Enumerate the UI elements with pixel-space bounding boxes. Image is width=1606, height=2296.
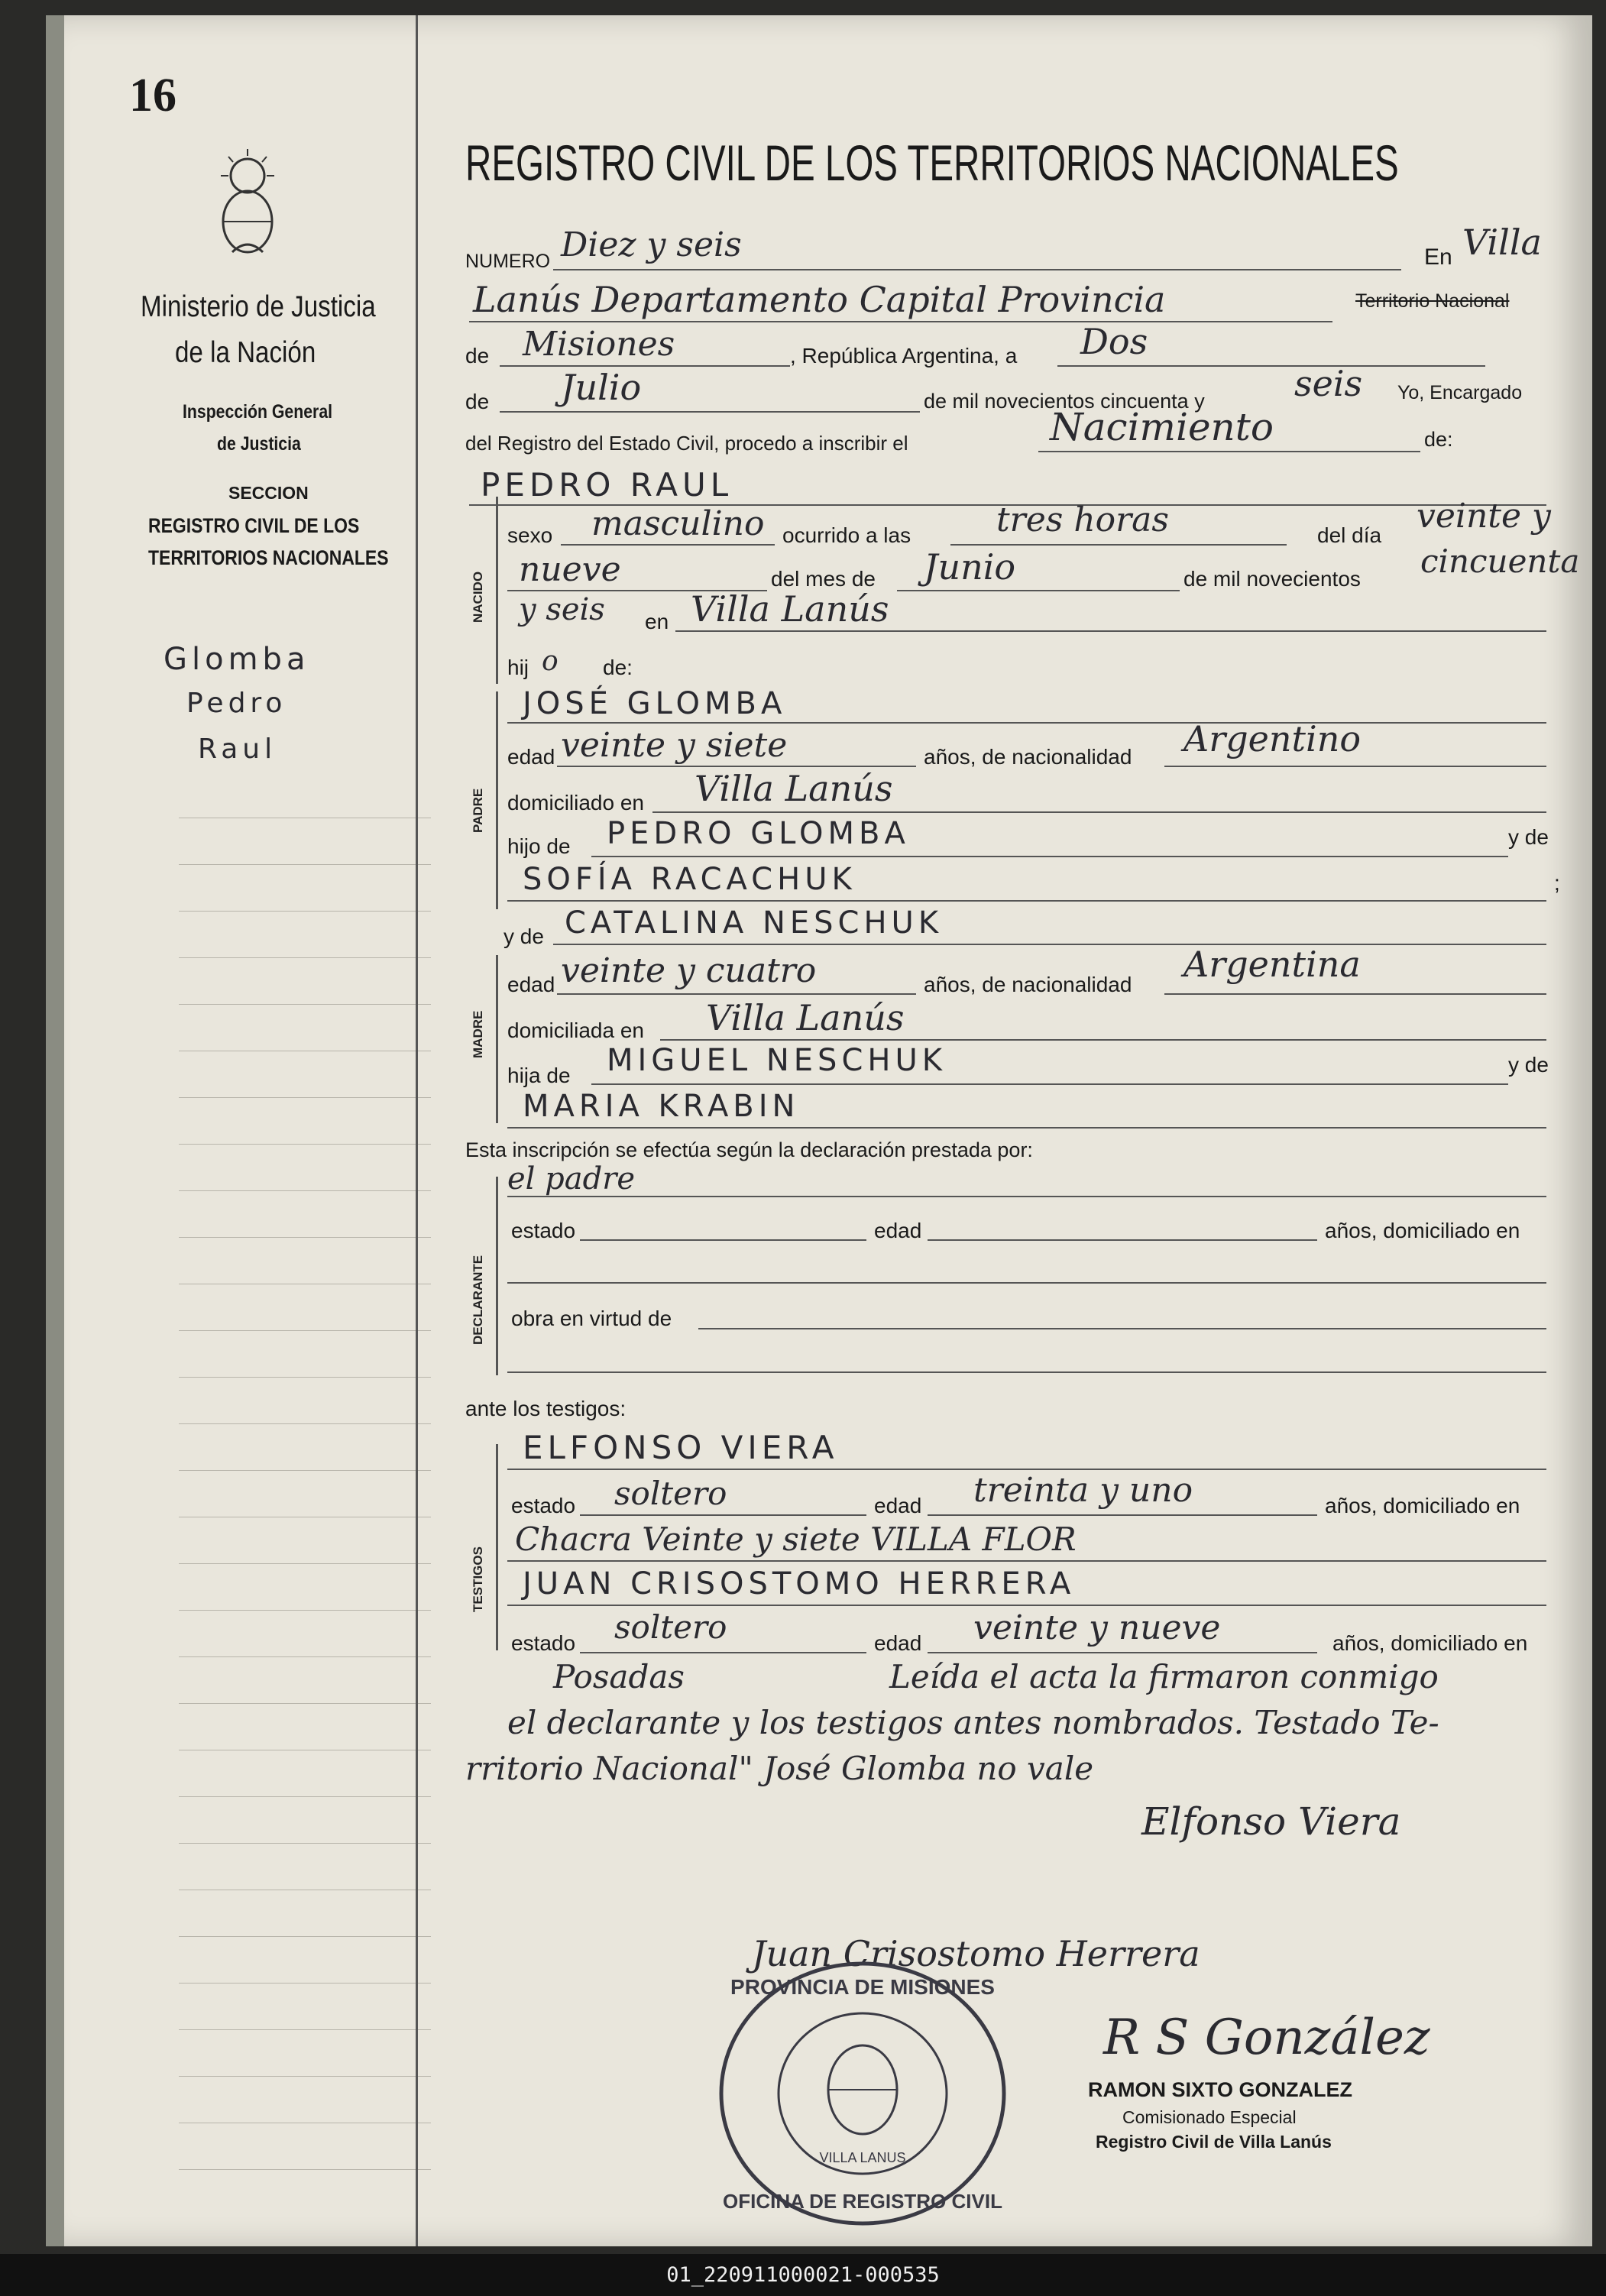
stamp-inner-text: VILLA LANUS xyxy=(819,2150,906,2165)
testigo1-estado: soltero xyxy=(614,1475,727,1512)
stamp-top-text: PROVINCIA DE MISIONES xyxy=(730,1975,995,1999)
padre-edad-line xyxy=(557,766,916,767)
declarante-label: DECLARANTE xyxy=(471,1255,485,1345)
declarante-extra-line xyxy=(507,1371,1546,1373)
republica-label: , República Argentina, a xyxy=(790,344,1018,368)
en-label: En xyxy=(1424,244,1452,270)
stamp-bottom-text: OFICINA DE REGISTRO CIVIL xyxy=(723,2190,1002,2213)
padre-edad-label: edad xyxy=(507,745,555,769)
margin-ruled-line xyxy=(179,1843,431,1844)
register-page xyxy=(46,15,1592,2246)
del-registro-label: del Registro del Estado Civil, procedo a inscribir el xyxy=(465,432,908,455)
anio-value: cincuenta xyxy=(1420,542,1580,580)
margin-ruled-line xyxy=(179,1703,431,1704)
testigos-intro: ante los testigos: xyxy=(465,1397,627,1420)
madre-y-de-label: y de xyxy=(503,925,544,948)
declarante-obra-line xyxy=(698,1328,1546,1329)
inspection-line2: de Justicia xyxy=(217,433,301,455)
hijo-suffix: o xyxy=(542,646,559,677)
section-line1: SECCION xyxy=(228,483,309,503)
margin-ruled-line xyxy=(179,1097,431,1098)
padre-bracket xyxy=(496,691,498,909)
testigo2-estado: soltero xyxy=(614,1608,727,1646)
testigo1-estado-line xyxy=(580,1514,866,1516)
declarante-line xyxy=(507,1196,1546,1197)
declarante-estado-line xyxy=(580,1239,866,1241)
madre-nacionalidad-line xyxy=(1164,993,1546,995)
margin-ruled-line xyxy=(179,1377,431,1378)
declarante-value: el padre xyxy=(507,1161,636,1197)
official-signature: R S González xyxy=(1103,2009,1430,2066)
margin-ruled-line xyxy=(179,1237,431,1238)
madre-padre-name: MIGUEL NESCHUK xyxy=(607,1043,947,1078)
madre-edad-value: veinte y cuatro xyxy=(561,951,817,990)
declarante-intro: Esta inscripción se efectúa según la declaración prestada por: xyxy=(465,1138,1033,1161)
testigos-bracket xyxy=(496,1444,498,1650)
padre-domicilio-line xyxy=(652,811,1546,813)
margin-ruled-line xyxy=(179,864,431,865)
de2-label: de xyxy=(465,390,490,413)
testigo1-estado-label: estado xyxy=(511,1494,576,1517)
hora-value: tres horas xyxy=(996,500,1169,539)
testigo2-edad-label: edad xyxy=(874,1631,922,1655)
margin-ruled-line xyxy=(179,957,431,958)
numero-label: NUMERO xyxy=(465,251,551,272)
testigo1-edad: treinta y uno xyxy=(973,1471,1193,1510)
dia-value: veinte y xyxy=(1417,497,1551,536)
de3-label: de: xyxy=(1424,428,1453,451)
margin-ruled-line xyxy=(179,1190,431,1191)
madre-bracket xyxy=(496,955,498,1123)
testigos-label: TESTIGOS xyxy=(471,1546,485,1612)
testigo1-anios-label: años, domiciliado en xyxy=(1325,1494,1520,1517)
ministry-line1: Ministerio de Justicia xyxy=(141,290,376,323)
sexo-value: masculino xyxy=(591,504,765,543)
margin-ruled-line xyxy=(179,1330,431,1331)
margin-note-name2: Raul xyxy=(198,733,277,765)
sexo-label: sexo xyxy=(507,523,553,547)
padre-anios-label: años, de nacionalidad xyxy=(924,745,1132,769)
inspection-line1: Inspección General xyxy=(183,401,333,423)
padre-madre-line xyxy=(507,900,1546,902)
section-line3: TERRITORIOS NACIONALES xyxy=(148,546,389,569)
testigo1-domicilio-line xyxy=(507,1560,1546,1562)
hora-line xyxy=(950,544,1287,546)
margin-ruled-line xyxy=(179,911,431,912)
numero-value: Diez y seis xyxy=(561,225,742,264)
nacido-label: NACIDO xyxy=(471,571,485,623)
padre-name-line xyxy=(507,722,1546,724)
de-label: de xyxy=(465,344,490,368)
madre-hija-de-label: hija de xyxy=(507,1064,571,1087)
provincia-value: Misiones xyxy=(523,325,675,364)
madre-domicilio-value: Villa Lanús xyxy=(706,997,905,1038)
margin-ruled-line xyxy=(179,1656,431,1657)
en-value: Villa xyxy=(1462,222,1542,263)
declarante-bracket xyxy=(496,1177,498,1375)
madre-domicilio-line xyxy=(660,1039,1546,1041)
place-line xyxy=(469,321,1332,322)
official-name: RAMON SIXTO GONZALEZ xyxy=(1088,2078,1353,2101)
padre-label: PADRE xyxy=(471,788,485,833)
official-office: Registro Civil de Villa Lanús xyxy=(1096,2132,1332,2152)
image-id-footer: 01_220911000021-000535 xyxy=(0,2254,1606,2296)
mes-value: Junio xyxy=(924,546,1016,588)
lugar-value: Villa Lanús xyxy=(691,588,889,630)
column-divider xyxy=(416,15,418,2246)
margin-ruled-line xyxy=(179,1423,431,1424)
child-name: PEDRO RAUL xyxy=(481,466,733,504)
margin-ruled-line xyxy=(179,1144,431,1145)
margin-ruled-line xyxy=(179,1610,431,1611)
closing-line3: rritorio Nacional" José Glomba no vale xyxy=(465,1750,1094,1787)
margin-ruled-line xyxy=(179,2169,431,2170)
dia-value2: nueve xyxy=(519,550,621,589)
margin-ruled-line xyxy=(179,1563,431,1564)
testigo2-name: JUAN CRISOSTOMO HERRERA xyxy=(523,1566,1076,1601)
madre-anios-label: años, de nacionalidad xyxy=(924,973,1132,996)
official-stamp xyxy=(710,1956,1015,2231)
margin-ruled-line xyxy=(179,2029,431,2030)
testigo1-name-line xyxy=(507,1469,1546,1470)
declarante-edad-label: edad xyxy=(874,1219,922,1242)
del-dia-label: del día xyxy=(1317,523,1382,547)
madre-edad-label: edad xyxy=(507,973,555,996)
testigo1-domicilio: Chacra Veinte y siete VILLA FLOR xyxy=(515,1520,1077,1558)
del-mes-label: del mes de xyxy=(771,567,876,591)
margin-note-name1: Pedro xyxy=(186,688,287,719)
padre-edad-value: veinte y siete xyxy=(561,726,788,765)
mes-line xyxy=(897,590,1180,591)
declarante-edad-line xyxy=(928,1239,1317,1241)
madre-madre-line xyxy=(507,1127,1546,1129)
testigo2-edad-line xyxy=(928,1652,1317,1653)
padre-padre-name: PEDRO GLOMBA xyxy=(607,816,910,851)
madre-padre-line xyxy=(591,1083,1508,1085)
margin-ruled-line xyxy=(179,1796,431,1797)
witness2-signature: Juan Crisostomo Herrera xyxy=(752,1933,1200,1974)
acto-value: Nacimiento xyxy=(1050,405,1274,449)
madre-domicilio-label: domiciliada en xyxy=(507,1018,644,1042)
madre-name-line xyxy=(553,944,1546,945)
sexo-line xyxy=(561,544,775,546)
madre-label: MADRE xyxy=(471,1010,485,1058)
padre-nacionalidad-line xyxy=(1164,766,1546,767)
page-number: 16 xyxy=(129,70,176,121)
mil2-label: de mil novecientos xyxy=(1183,567,1361,591)
witness1-signature: Elfonso Viera xyxy=(1141,1799,1401,1844)
official-title: Comisionado Especial xyxy=(1122,2107,1297,2127)
provincia-line xyxy=(500,365,790,367)
hijo-label: hij xyxy=(507,656,529,679)
coat-of-arms-icon xyxy=(213,145,282,260)
month-value: Julio xyxy=(561,367,642,408)
madre-edad-line xyxy=(557,993,916,995)
margin-ruled-line xyxy=(179,1004,431,1005)
declarante-estado-label: estado xyxy=(511,1219,576,1242)
acto-line xyxy=(1038,451,1420,452)
padre-domicilio-value: Villa Lanús xyxy=(695,768,893,809)
lugar-line xyxy=(675,630,1546,632)
madre-name: CATALINA NESCHUK xyxy=(565,905,944,941)
en2-label: en xyxy=(645,610,669,633)
anio-value2: y seis xyxy=(519,592,605,627)
testigo1-name: ELFONSO VIERA xyxy=(523,1429,839,1466)
testigo1-edad-label: edad xyxy=(874,1494,922,1517)
declarante-obra-label: obra en virtud de xyxy=(511,1307,672,1330)
territorio-label: Territorio Nacional xyxy=(1355,290,1510,312)
ocurrido-label: ocurrido a las xyxy=(782,523,911,547)
padre-semicolon: ; xyxy=(1554,871,1560,895)
closing-line1: Leída el acta la firmaron conmigo xyxy=(889,1658,1439,1695)
mil-label: de mil novecientos cincuenta y xyxy=(924,390,1205,413)
madre-y-de2-label: y de xyxy=(1508,1053,1549,1077)
testigo1-edad-line xyxy=(928,1514,1317,1516)
testigo2-edad: veinte y nueve xyxy=(973,1608,1221,1647)
margin-ruled-line xyxy=(179,2076,431,2077)
section-line2: REGISTRO CIVIL DE LOS xyxy=(148,514,360,537)
margin-note-surname: Glomba xyxy=(164,642,310,677)
madre-nacionalidad-value: Argentina xyxy=(1183,944,1361,985)
testigo2-name-line xyxy=(507,1605,1546,1606)
month-line xyxy=(500,411,920,413)
day-line xyxy=(1057,365,1485,367)
yo-label: Yo, Encargado xyxy=(1397,382,1523,403)
padre-padre-line xyxy=(591,856,1508,857)
year-value: seis xyxy=(1294,363,1363,404)
hijo-de-label: de: xyxy=(603,656,633,679)
padre-name: JOSÉ GLOMBA xyxy=(523,686,787,721)
place-line-value: Lanús Departamento Capital Provincia xyxy=(473,279,1166,320)
padre-nacionalidad-value: Argentino xyxy=(1183,718,1362,759)
declarante-anios-label: años, domiciliado en xyxy=(1325,1219,1520,1242)
document-title: REGISTRO CIVIL DE LOS TERRITORIOS NACIONALES xyxy=(465,134,1399,191)
testigo2-anios-label: años, domiciliado en xyxy=(1332,1631,1528,1655)
ministry-line2: de la Nación xyxy=(175,336,316,369)
testigo2-estado-line xyxy=(580,1652,866,1653)
nacido-bracket xyxy=(496,497,498,684)
closing-line2: el declarante y los testigos antes nombrados. Testado Te- xyxy=(507,1704,1439,1741)
padre-domicilio-label: domiciliado en xyxy=(507,791,644,814)
margin-ruled-line xyxy=(179,1470,431,1471)
margin-ruled-line xyxy=(179,1936,431,1937)
madre-madre-name: MARIA KRABIN xyxy=(523,1089,800,1124)
day-value: Dos xyxy=(1080,321,1148,362)
padre-hijo-de-label: hijo de xyxy=(507,834,571,858)
numero-line xyxy=(553,269,1401,270)
declarante-domicilio-line xyxy=(507,1282,1546,1284)
testigo2-domicilio: Posadas xyxy=(553,1658,685,1695)
testigo2-estado-label: estado xyxy=(511,1631,576,1655)
padre-y-de-label: y de xyxy=(1508,825,1549,849)
padre-madre-name: SOFÍA RACACHUK xyxy=(523,862,856,897)
